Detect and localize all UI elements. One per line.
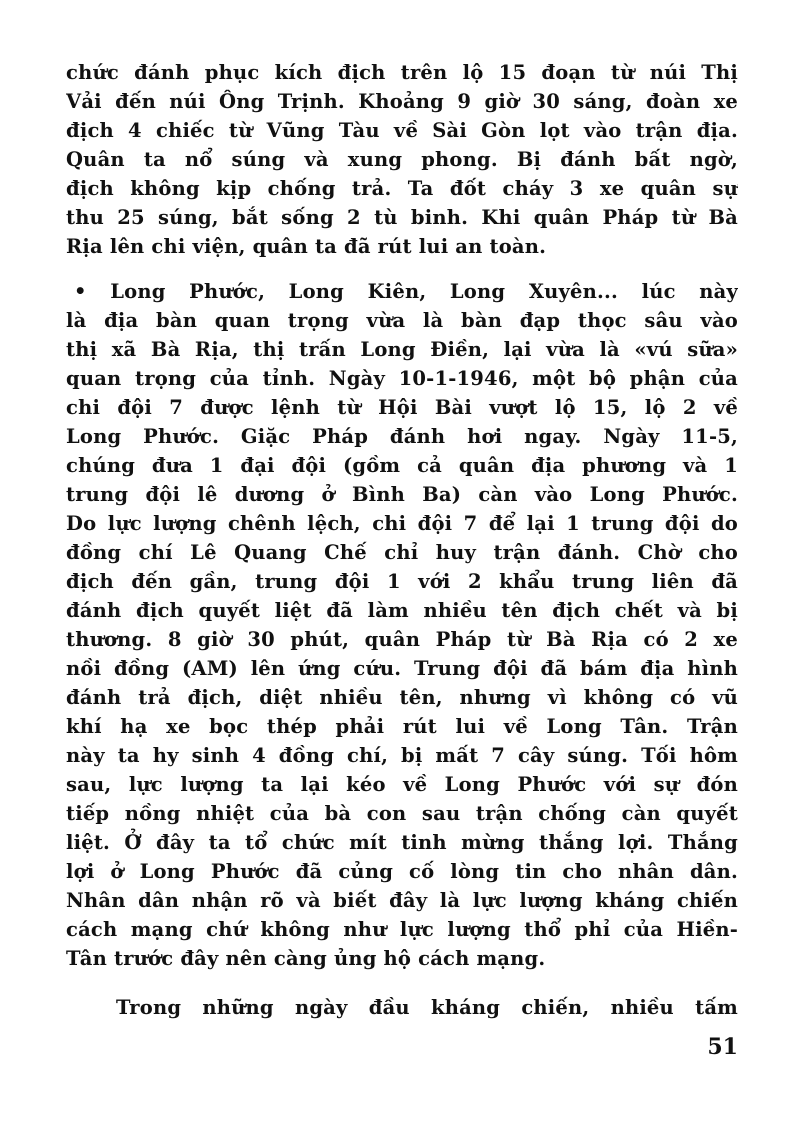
text-line: đánh trả địch, diệt nhiều tên, nhưng vì không có vũ: [66, 686, 738, 709]
text-line: thị xã Bà Rịa, thị trấn Long Điền, lại vừa là «vú sữa»: [66, 338, 738, 361]
text-line: đánh địch quyết liệt đã làm nhiều tên địch chết và bị: [66, 599, 738, 622]
text-line: thương. 8 giờ 30 phút, quân Pháp từ Bà Rịa có 2 xe: [66, 628, 738, 651]
paragraph-3: [66, 993, 738, 1022]
text-line: Vải đến núi Ông Trịnh. Khoảng 9 giờ 30 sáng, đoàn xe: [66, 90, 738, 113]
text-line: trung đội lê dương ở Bình Ba) càn vào Long Phước.: [66, 483, 738, 506]
book-page: [66, 58, 738, 1098]
text-line: • Long Phước, Long Kiên, Long Xuyên... lúc này: [74, 280, 738, 303]
text-line: chi đội 7 được lệnh từ Hội Bài vượt lộ 15, lộ 2 về: [66, 396, 738, 419]
text-line: khí hạ xe bọc thép phải rút lui về Long Tân. Trận: [66, 715, 738, 738]
text-line: chúng đưa 1 đại đội (gồm cả quân địa phương và 1: [66, 454, 738, 477]
text-line: quan trọng của tỉnh. Ngày 10-1-1946, một bộ phận của: [66, 367, 738, 390]
text-line: Nhân dân nhận rõ và biết đây là lực lượng kháng chiến: [66, 889, 738, 912]
text-line: sau, lực lượng ta lại kéo về Long Phước với sự đón: [66, 773, 738, 796]
text-line: này ta hy sinh 4 đồng chí, bị mất 7 cây súng. Tối hôm: [66, 744, 738, 767]
page-number: 51: [707, 1034, 738, 1060]
paragraph-1: [66, 58, 738, 261]
text-line: Rịa lên chi viện, quân ta đã rút lui an toàn.: [66, 235, 547, 258]
text-line: Quân ta nổ súng và xung phong. Bị đánh bất ngờ,: [66, 148, 738, 171]
text-line: địch đến gần, trung đội 1 với 2 khẩu trung liên đã: [66, 570, 738, 593]
text-line: tiếp nồng nhiệt của bà con sau trận chống càn quyết: [66, 802, 738, 825]
text-line: Long Phước. Giặc Pháp đánh hơi ngay. Ngày 11-5,: [66, 425, 738, 448]
text-line: chức đánh phục kích địch trên lộ 15 đoạn từ núi Thị: [66, 61, 738, 84]
text-line: đồng chí Lê Quang Chế chỉ huy trận đánh. Chờ cho: [66, 541, 738, 564]
text-line: địch 4 chiếc từ Vũng Tàu về Sài Gòn lọt vào trận địa.: [66, 119, 738, 142]
paragraph-gap: [66, 261, 738, 277]
text-line: Do lực lượng chênh lệch, chi đội 7 để lại 1 trung đội do: [66, 512, 738, 535]
text-line: lợi ở Long Phước đã củng cố lòng tin cho nhân dân.: [66, 860, 738, 883]
text-line: là địa bàn quan trọng vừa là bàn đạp thọc sâu vào: [66, 309, 738, 332]
text-line: địch không kịp chống trả. Ta đốt cháy 3 xe quân sự: [66, 177, 738, 200]
text-line: thu 25 súng, bắt sống 2 tù binh. Khi quân Pháp từ Bà: [66, 206, 738, 229]
text-line: liệt. Ở đây ta tổ chức mít tinh mừng thắng lợi. Thắng: [66, 831, 738, 854]
text-line: Tân trước đây nên càng ủng hộ cách mạng.: [66, 947, 546, 970]
paragraph-gap: [66, 973, 738, 993]
text-line: cách mạng chứ không như lực lượng thổ phỉ của Hiền-: [66, 918, 738, 941]
text-line: Trong những ngày đầu kháng chiến, nhiều tấm: [116, 996, 738, 1019]
paragraph-2: [66, 277, 738, 973]
text-line: nồi đồng (AM) lên ứng cứu. Trung đội đã bám địa hình: [66, 657, 738, 680]
